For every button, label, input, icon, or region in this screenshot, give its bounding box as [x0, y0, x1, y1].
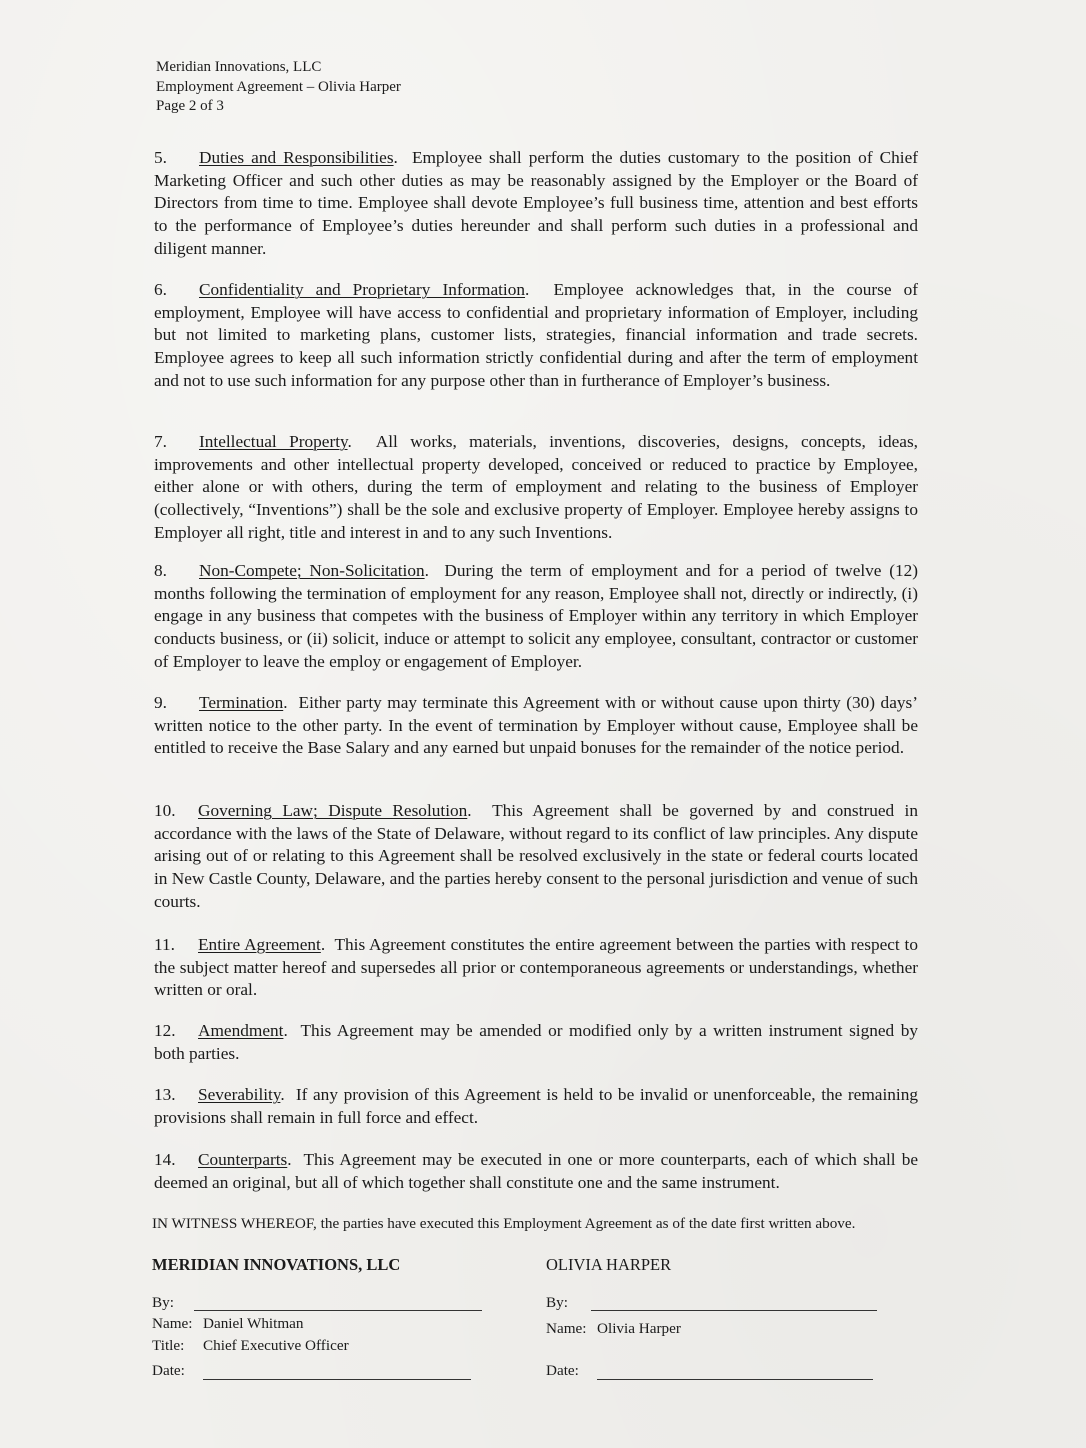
- employee-by-label: By:: [546, 1294, 568, 1311]
- employer-signer-title: Chief Executive Officer: [203, 1337, 349, 1354]
- employer-signer-name: Daniel Whitman: [203, 1315, 304, 1332]
- clause-title: Governing Law; Dispute Resolution: [198, 801, 468, 820]
- clause-body: During the term of employment and for a period of twelve (12) months following the termination of employment for any reason, Employee shall not, directly or indirectly, (i) engage in any business that competes with the business of Employer within any territory in which Employer conducts business, or (ii) solicit, induce or attempt to solicit any employee, consultant, contractor or customer of Employer to leave the employ or engagement of Employer.: [154, 561, 918, 671]
- employee-date-label: Date:: [546, 1362, 579, 1379]
- employer-date-label: Date:: [152, 1362, 185, 1379]
- employer-date-line[interactable]: [203, 1379, 471, 1380]
- employer-signature-line[interactable]: [194, 1310, 482, 1311]
- header-page-number: Page 2 of 3: [156, 98, 224, 114]
- clause-confidentiality: 6. Confidentiality and Proprietary Information. Employee acknowledges that, in the course of employment, Employee will have access to confidential and proprietary information of Employer, including but not limited to marketing plans, customer lists, strategies, financial information and trade secrets. Employee agrees to keep all such information strictly confidential during and after the term of employment and not to use such information for any purpose other than in furtherance of Employer’s business.: [154, 280, 918, 390]
- clause-termination: 9. Termination. Either party may terminate this Agreement with or without cause upon thirty (30) days’ written notice to the other party. In the event of termination by Employer without cause, Employee shall be entitled to receive the Base Salary and any earned but unpaid bonuses for the remainder of the notice period.: [154, 693, 918, 758]
- clause-title: Duties and Responsibilities: [199, 148, 394, 167]
- witness-statement: IN WITNESS WHEREOF, the parties have executed this Employment Agreement as of the date first written above.: [152, 1215, 856, 1232]
- header-company: Meridian Innovations, LLC: [156, 59, 322, 75]
- clause-entire-agreement: 11. Entire Agreement. This Agreement constitutes the entire agreement between the parties with respect to the subject matter hereof and supersedes all prior or contemporaneous agreements or understandings, whether written or oral.: [154, 935, 918, 1000]
- clause-amendment: 12. Amendment. This Agreement may be amended or modified only by a written instrument signed by both parties.: [154, 1021, 918, 1063]
- clause-intellectual-property: 7. Intellectual Property. All works, materials, inventions, discoveries, designs, concepts, ideas, improvements and other intellectual property developed, conceived or reduced to practice by Employee, either alone or with others, during the term of employment and relating to the business of Employer (collectively, “Inventions”) shall be the sole and exclusive property of Employer. Employee hereby assigns to Employer all right, title and interest in and to any such Inventions.: [154, 432, 919, 542]
- clause-number: 10.: [154, 801, 176, 820]
- clause-governing-law: 10. Governing Law; Dispute Resolution. This Agreement shall be governed by and construed in accordance with the laws of the State of Delaware, without regard to its conflict of law principles. Any dispute arising out of or relating to this Agreement shall be resolved exclusively in the state or federal courts located in New Castle County, Delaware, and the parties hereby consent to the personal jurisdiction and venue of such courts.: [154, 801, 918, 911]
- clause-body: Either party may terminate this Agreement with or without cause upon thirty (30) days’ written notice to the other party. In the event of termination by Employer without cause, Employee shall be entitled to receive the Base Salary and any earned but unpaid bonuses for the remainder of the notice period.: [154, 693, 918, 758]
- employee-date-line[interactable]: [597, 1379, 873, 1380]
- clause-severability: 13. Severability. If any provision of this Agreement is held to be invalid or unenforceable, the remaining provisions shall remain in full force and effect.: [154, 1085, 918, 1127]
- employee-party-name: OLIVIA HARPER: [546, 1255, 672, 1274]
- clause-non-compete: 8. Non-Compete; Non-Solicitation. During the term of employment and for a period of twelve (12) months following the termination of employment for any reason, Employee shall not, directly or indirectly, (i) engage in any business that competes with the business of Employer within any territory in which Employer conducts business, or (ii) solicit, induce or attempt to solicit any employee, consultant, contractor or customer of Employer to leave the employ or engagement of Employer.: [154, 561, 918, 671]
- clause-number: 11.: [154, 935, 175, 954]
- clause-body: This Agreement constitutes the entire agreement between the parties with respect to the subject matter hereof and supersedes all prior or contemporaneous agreements or understandings, whether written or oral.: [154, 935, 918, 1000]
- clause-number: 5.: [154, 148, 167, 167]
- employer-by-label: By:: [152, 1294, 174, 1311]
- clause-body: This Agreement may be amended or modified only by a written instrument signed by both parties.: [154, 1021, 918, 1063]
- clause-number: 13.: [154, 1085, 176, 1104]
- clause-title: Non-Compete; Non-Solicitation: [199, 561, 425, 580]
- clause-title: Severability: [198, 1085, 281, 1104]
- clause-title: Termination: [199, 693, 284, 712]
- clause-body: Employee acknowledges that, in the course of employment, Employee will have access to confidential and proprietary information of Employer, including but not limited to marketing plans, customer lists, strategies, financial information and trade secrets. Employee agrees to keep all such information strictly confidential during and after the term of employment and not to use such information for any purpose other than in furtherance of Employer’s business.: [154, 280, 918, 390]
- clause-body: If any provision of this Agreement is held to be invalid or unenforceable, the remaining provisions shall remain in full force and effect.: [154, 1085, 918, 1127]
- clause-duties: 5. Duties and Responsibilities. Employee shall perform the duties customary to the position of Chief Marketing Officer and such other duties as may be reasonably assigned by the Employer or the Board of Directors from time to time. Employee shall devote Employee’s full business time, attention and best efforts to the performance of Employee’s duties hereunder and shall perform such duties in a professional and diligent manner.: [154, 148, 918, 258]
- clause-body: This Agreement may be executed in one or more counterparts, each of which shall be deemed an original, but all of which together shall constitute one and the same instrument.: [154, 1150, 919, 1192]
- clause-title: Entire Agreement: [198, 935, 321, 954]
- clause-counterparts: 14. Counterparts. This Agreement may be executed in one or more counterparts, each of which shall be deemed an original, but all of which together shall constitute one and the same instrument.: [154, 1150, 919, 1192]
- clause-body: All works, materials, inventions, discoveries, designs, concepts, ideas, improvements and other intellectual property developed, conceived or reduced to practice by Employee, either alone or with others, during the term of employment and relating to the business of Employer (collectively, “Inventions”) shall be the sole and exclusive property of Employer. Employee hereby assigns to Employer all right, title and interest in and to any such Inventions.: [154, 432, 919, 542]
- employee-name-label: Name:: [546, 1320, 587, 1337]
- clause-title: Counterparts: [198, 1150, 288, 1169]
- clause-number: 7.: [154, 432, 167, 451]
- header-document: Employment Agreement – Olivia Harper: [156, 78, 401, 95]
- employee-signer-name: Olivia Harper: [597, 1320, 681, 1337]
- clause-number: 14.: [154, 1150, 176, 1169]
- clause-number: 8.: [154, 561, 167, 580]
- clause-body: This Agreement shall be governed by and construed in accordance with the laws of the State of Delaware, without regard to its conflict of law principles. Any dispute arising out of or relating to this Agreement shall be resolved exclusively in the state or federal courts located in New Castle County, Delaware, and the parties hereby consent to the personal jurisdiction and venue of such courts.: [154, 801, 918, 911]
- clause-title: Amendment: [198, 1021, 284, 1040]
- clause-title: Intellectual Property: [199, 432, 348, 451]
- employer-title-label: Title:: [152, 1337, 185, 1354]
- clause-number: 9.: [154, 693, 167, 712]
- employer-party-name: MERIDIAN INNOVATIONS, LLC: [152, 1255, 401, 1274]
- clause-number: 12.: [154, 1021, 176, 1040]
- clause-number: 6.: [154, 280, 167, 299]
- employee-signature-line[interactable]: [591, 1310, 877, 1311]
- page-header: [156, 58, 401, 117]
- employer-name-label: Name:: [152, 1315, 193, 1332]
- clause-title: Confidentiality and Proprietary Information: [199, 280, 526, 299]
- clause-body: Employee shall perform the duties customary to the position of Chief Marketing Officer and such other duties as may be reasonably assigned by the Employer or the Board of Directors from time to time. Employee shall devote Employee’s full business time, attention and best efforts to the performance of Employee’s duties hereunder and shall perform such duties in a professional and diligent manner.: [154, 148, 918, 258]
